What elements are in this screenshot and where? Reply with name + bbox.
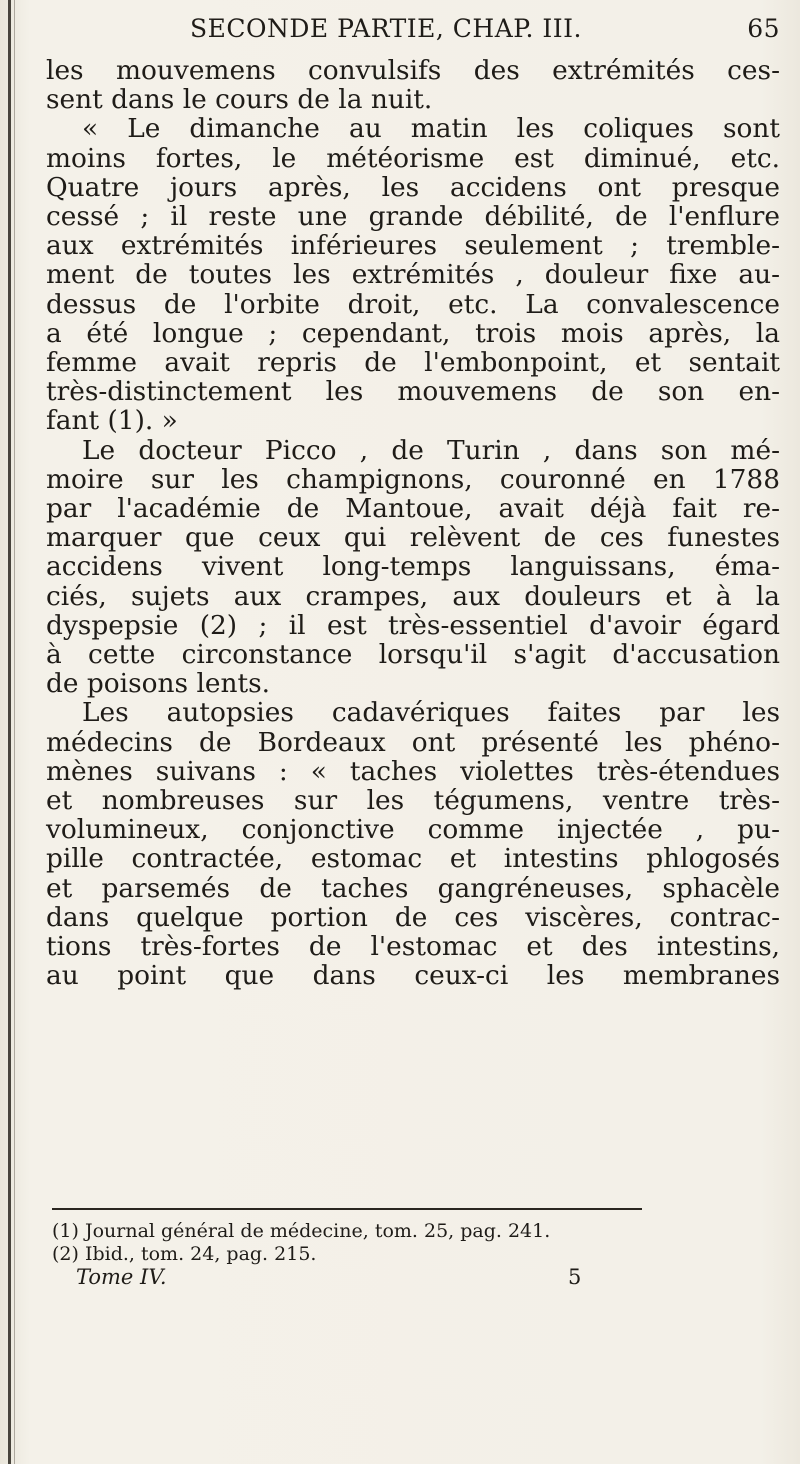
text-line: cessé ; il reste une grande débilité, de l'enflure (46, 201, 780, 233)
text-line: marquer que ceux qui relèvent de ces funestes (46, 522, 780, 554)
text-line: Les autopsies cadavériques faites par les (82, 697, 780, 729)
text-line: au point que dans ceux-ci les membranes (46, 960, 780, 992)
text-line: moire sur les champignons, couronné en 1788 (46, 463, 780, 495)
page-binding-edge (8, 0, 11, 1464)
text-line: tions très-fortes de l'estomac et des intestins, (46, 931, 780, 963)
text-line: par l'académie de Mantoue, avait déjà fait re- (46, 493, 780, 525)
text-line: « Le dimanche au matin les coliques sont (82, 113, 780, 145)
text-line: volumineux, conjonctive comme injectée , pu- (46, 814, 780, 846)
text-line: a été longue ; cependant, trois mois après, la (46, 317, 780, 349)
text-line: de poisons lents. (46, 668, 271, 700)
running-title: SECONDE PARTIE, CHAP. III. (190, 14, 582, 43)
text-line: et nombreuses sur les tégumens, ventre très- (46, 785, 780, 817)
text-line: mènes suivans : « taches violettes très-étendues (46, 755, 780, 787)
text-line: fant (1). » (46, 405, 178, 437)
text-line: accidens vivent long-temps languissans, éma- (46, 551, 780, 583)
page-binding-shadow (14, 0, 15, 1464)
text-line: femme avait repris de l'embonpoint, et sentait (46, 347, 780, 379)
text-line: très-distinctement les mouvemens de son en- (46, 376, 780, 408)
text-line: pille contractée, estomac et intestins phlogosés (46, 843, 780, 875)
text-line: les mouvemens convulsifs des extrémités ces- (46, 55, 780, 86)
signature-line (52, 1266, 772, 1292)
text-line: ment de toutes les extrémités , douleur fixe au- (46, 259, 780, 291)
footnote-rule (52, 1208, 642, 1210)
text-line: Quatre jours après, les accidens ont presque (46, 171, 780, 203)
text-line: et parsemés de taches gangréneuses, sphacèle (46, 872, 780, 904)
text-line: dans quelque portion de ces viscères, contrac- (46, 901, 780, 933)
text-line: ciés, sujets aux crampes, aux douleurs et à la (46, 580, 780, 612)
text-line: dessus de l'orbite droit, etc. La convalescence (46, 288, 780, 320)
footnotes (52, 1208, 772, 1292)
volume-signature: Tome IV. (76, 1265, 167, 1289)
page-number: 65 (747, 14, 780, 43)
text-line: aux extrémités inférieures seulement ; tremble- (46, 230, 780, 262)
text-line: moins fortes, le météorisme est diminué, etc. (46, 142, 780, 174)
text-line: dyspepsie (2) ; il est très-essentiel d'avoir égard (46, 609, 780, 641)
signature-mark: 5 (568, 1265, 582, 1289)
footnote-2: (2) Ibid., tom. 24, pag. 215. (52, 1243, 317, 1265)
text-line: à cette circonstance lorsqu'il s'agit d'accusation (46, 639, 780, 671)
text-line: Le docteur Picco , de Turin , dans son mé- (82, 434, 780, 466)
body-text (46, 56, 780, 991)
text-line: sent dans le cours de la nuit. (46, 84, 433, 116)
footnote-1: (1) Journal général de médecine, tom. 25, pag. 241. (52, 1220, 551, 1242)
text-line: médecins de Bordeaux ont présenté les phéno- (46, 726, 780, 758)
